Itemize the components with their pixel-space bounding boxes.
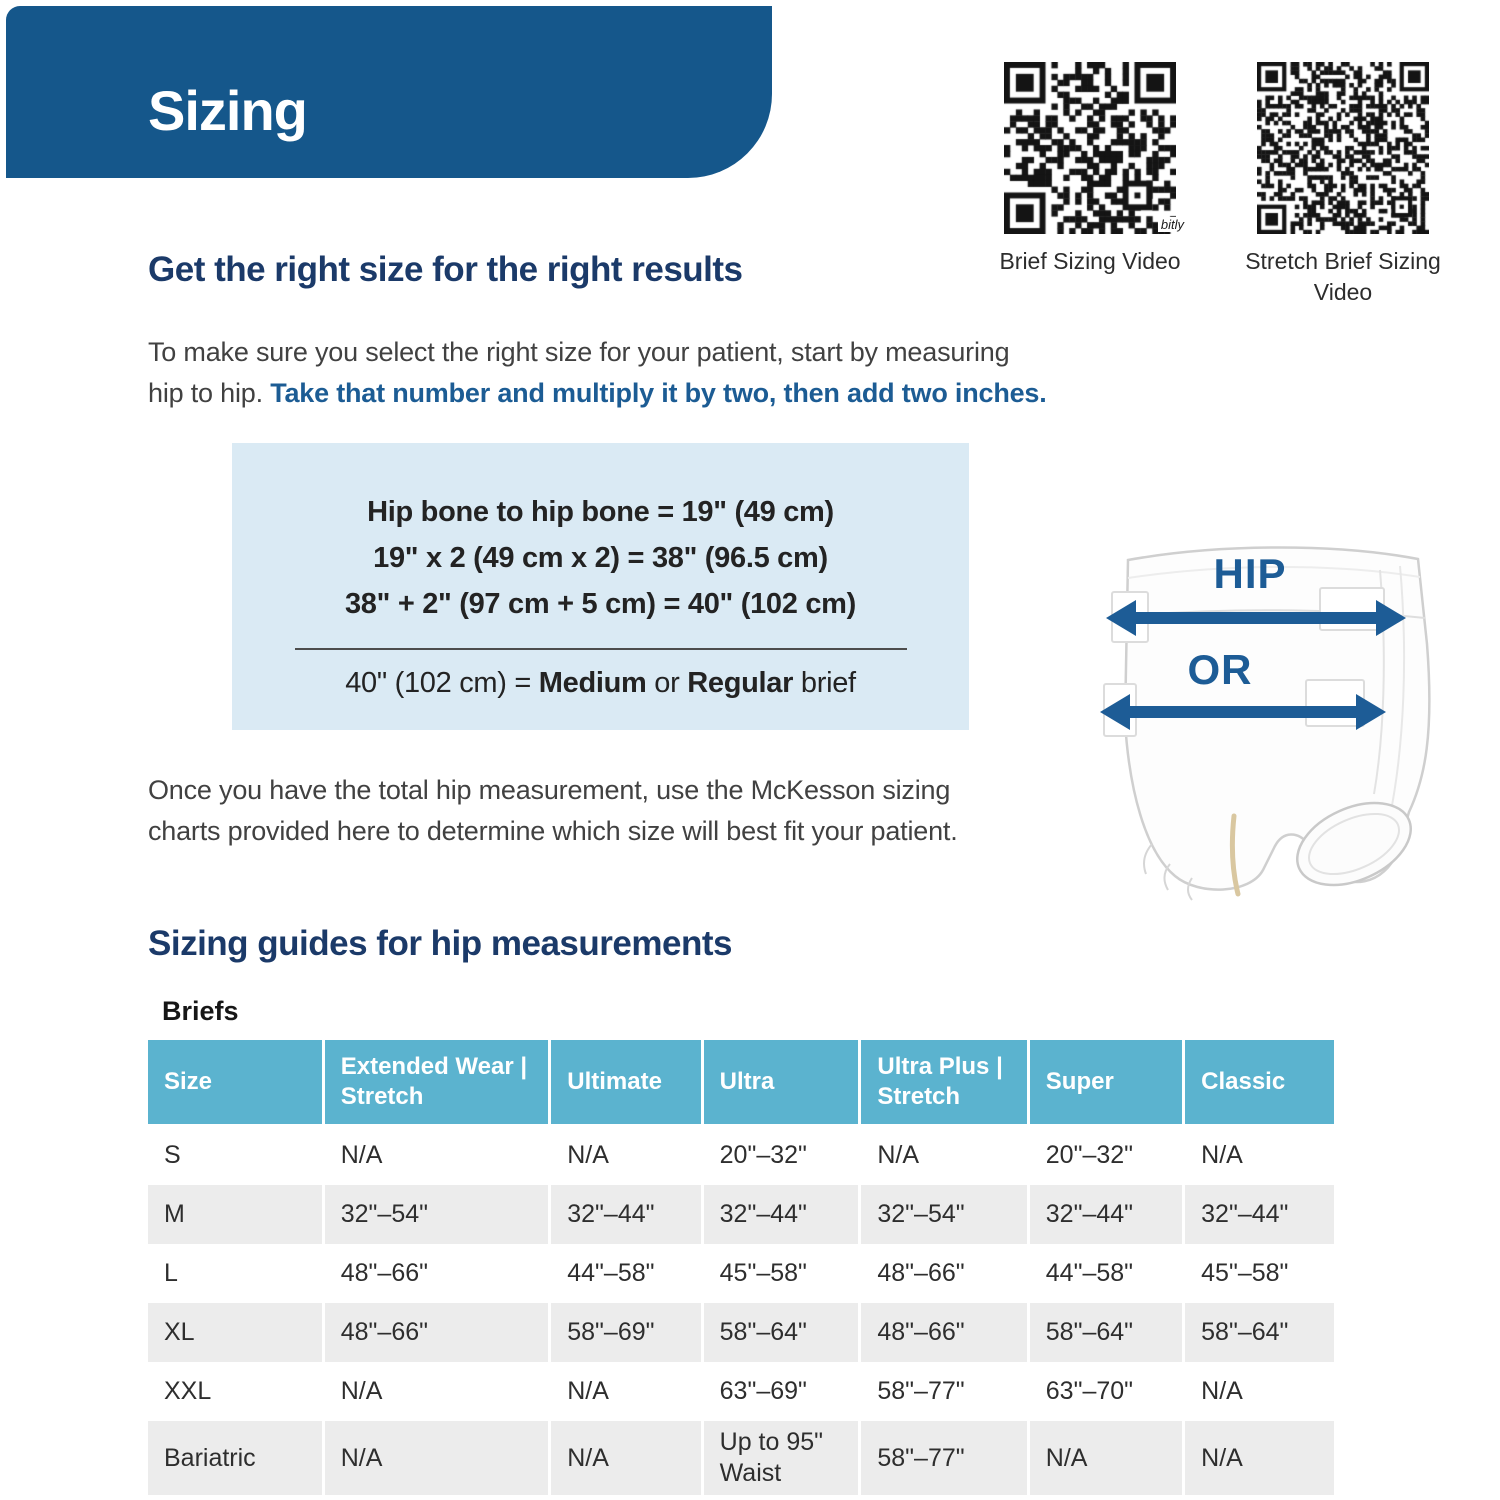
qr-label-stretch-brief-sizing: Stretch Brief Sizing Video — [1245, 248, 1441, 305]
table-cell: XXL — [148, 1362, 322, 1421]
table-cell: Up to 95" Waist — [701, 1421, 859, 1495]
table-cell: 58"–77" — [858, 1421, 1026, 1495]
table-cell: N/A — [322, 1126, 549, 1185]
table-cell: 58"–77" — [858, 1362, 1026, 1421]
table-cell: 32"–44" — [701, 1185, 859, 1244]
table-cell: 58"–64" — [701, 1303, 859, 1362]
column-header: Size — [164, 1068, 213, 1095]
table-cell: N/A — [1182, 1126, 1334, 1185]
table-cell: N/A — [322, 1362, 549, 1421]
table-body — [148, 1126, 1334, 1495]
table-cell: S — [148, 1126, 322, 1185]
brief-illustration-svg — [1082, 526, 1462, 906]
table-row — [148, 1362, 1334, 1421]
table-cell: 48"–66" — [322, 1303, 549, 1362]
qr-code-stretch-brief-sizing-canvas — [1257, 62, 1429, 234]
brief-illustration — [1082, 526, 1462, 906]
column-header: Ultra Plus | Stretch — [858, 1040, 1026, 1124]
table-cell: N/A — [548, 1362, 700, 1421]
table-cell: 48"–66" — [858, 1303, 1026, 1362]
table-cell: 45"–58" — [701, 1244, 859, 1303]
calc-result — [232, 667, 969, 700]
table-cell: 32"–44" — [1182, 1185, 1334, 1244]
table-cell: M — [148, 1185, 322, 1244]
table-cell: N/A — [322, 1421, 549, 1495]
qr-code-brief-sizing-canvas — [1004, 62, 1176, 234]
table-cell: 44"–58" — [548, 1244, 700, 1303]
bitly-watermark: bitly — [1158, 217, 1184, 232]
table-row — [148, 1244, 1334, 1303]
calc-result-size1: Medium — [538, 667, 647, 699]
table-subheading: Briefs — [162, 996, 239, 1026]
table-cell: N/A — [548, 1421, 700, 1495]
intro-line2-bold: Take that number and multiply it by two, then add two inches. — [270, 378, 1047, 408]
calc-line: Hip bone to hip bone = 19" (49 cm) — [367, 496, 834, 528]
qr-label-brief-sizing: Brief Sizing Video — [999, 248, 1181, 274]
table-cell: Bariatric — [148, 1421, 322, 1495]
outro-line2: charts provided here to determine which size will best fit your patient. — [148, 816, 958, 846]
table-row — [148, 1421, 1334, 1495]
intro-heading: Get the right size for the right results — [148, 250, 743, 289]
intro-paragraph — [148, 332, 1047, 414]
table-cell: 48"–66" — [858, 1244, 1026, 1303]
brief-tab — [1306, 680, 1364, 726]
column-header: Extended Wear | Stretch — [322, 1040, 549, 1124]
table-cell: N/A — [1182, 1362, 1334, 1421]
column-header: Super — [1027, 1040, 1182, 1124]
table-cell: 32"–44" — [1027, 1185, 1182, 1244]
qr-code-stretch-brief-sizing — [1257, 62, 1429, 234]
table-cell: 58"–69" — [548, 1303, 700, 1362]
calc-result-suffix: brief — [793, 667, 856, 699]
column-header: Ultra — [701, 1040, 859, 1124]
table-cell: 45"–58" — [1182, 1244, 1334, 1303]
table-row — [148, 1126, 1334, 1185]
intro-line1: To make sure you select the right size for your patient, start by measuring — [148, 337, 1010, 367]
table-cell: 58"–64" — [1027, 1303, 1182, 1362]
outro-line1: Once you have the total hip measurement, use the McKesson sizing — [148, 775, 951, 805]
table-row — [148, 1185, 1334, 1244]
outro-paragraph — [148, 770, 958, 852]
table-cell: 32"–44" — [548, 1185, 700, 1244]
sizing-table — [148, 1040, 1334, 1495]
table-row — [148, 1303, 1334, 1362]
table-header-row — [148, 1040, 1334, 1124]
qr-code-brief-sizing — [1004, 62, 1184, 234]
page-title: Sizing — [148, 79, 307, 142]
table-cell: 20"–32" — [1027, 1126, 1182, 1185]
table-cell: 48"–66" — [322, 1244, 549, 1303]
table-cell: 32"–54" — [322, 1185, 549, 1244]
table-cell: 63"–69" — [701, 1362, 859, 1421]
page-title-banner — [6, 6, 772, 178]
table-cell: N/A — [1182, 1421, 1334, 1495]
table-cell: XL — [148, 1303, 322, 1362]
or-label: OR — [1187, 646, 1253, 693]
calc-divider — [295, 648, 907, 650]
table-cell: 32"–54" — [858, 1185, 1026, 1244]
intro-line2-prefix: hip to hip. — [148, 378, 271, 408]
table-cell: 20"–32" — [701, 1126, 859, 1185]
calc-result-prefix: 40" (102 cm) = — [345, 667, 539, 699]
column-header: Ultimate — [548, 1040, 700, 1124]
table-cell: 44"–58" — [1027, 1244, 1182, 1303]
column-header: Classic — [1182, 1040, 1334, 1124]
calc-box — [232, 443, 969, 730]
calc-result-middle: or — [646, 667, 688, 699]
table-cell: N/A — [1027, 1421, 1182, 1495]
table-cell: L — [148, 1244, 322, 1303]
table-heading: Sizing guides for hip measurements — [148, 924, 732, 963]
hip-label: HIP — [1213, 550, 1287, 597]
table-cell: 63"–70" — [1027, 1362, 1182, 1421]
table-cell: N/A — [548, 1126, 700, 1185]
calc-line: 19" x 2 (49 cm x 2) = 38" (96.5 cm) — [373, 542, 828, 574]
calc-line: 38" + 2" (97 cm + 5 cm) = 40" (102 cm) — [344, 588, 857, 620]
table-cell: N/A — [858, 1126, 1026, 1185]
calc-result-size2: Regular — [687, 667, 794, 699]
table-cell: 58"–64" — [1182, 1303, 1334, 1362]
